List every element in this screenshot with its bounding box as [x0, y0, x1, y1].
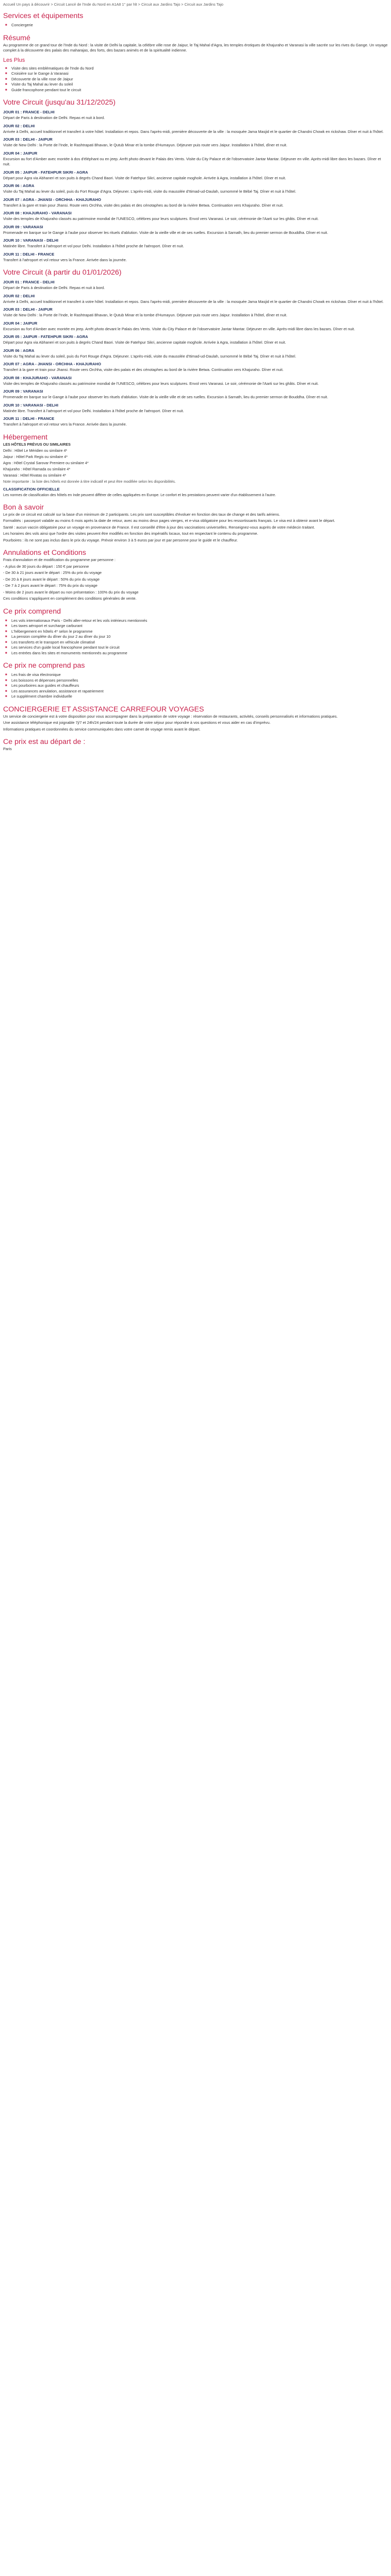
breadcrumb[interactable]: Accueil Un pays à découvrir > Circuit Lancé de l'Inde du Nord en A1A8 1° par hlt > Circuit aux Jardins Tajo > Circuit aux Jardins Tajo — [3, 2, 223, 7]
day-heading: JOUR 11 : DELHI - FRANCE — [3, 416, 55, 421]
day-heading: JOUR 06 : AGRA — [3, 348, 35, 353]
annulation-body — [3, 557, 388, 602]
prix-comprend-title: Ce prix comprend — [3, 607, 61, 616]
hebergement-line: Agra : Hôtel Crystal Sarovar Premiere ou similaire 4* — [3, 461, 89, 465]
day-text: Visite des temples de Khajuraho classés au patrimoine mondial de l'UNESCO, célèbres pour leurs sculptures. Envol vers Varanasi. Le soir, cérémonie de l'Aarti sur les ghâts. Dîner et nuit. — [3, 216, 319, 221]
day-text: Visite du Taj Mahal au lever du soleil, puis du Fort Rouge d'Agra. Déjeuner. L'après-midi, visite du mausolée d'Itimad-ud-Daulah, surnommé le Bébé Taj. Dîner et nuit à l'hôtel. — [3, 353, 297, 359]
services-item: ■ Conciergerie — [10, 23, 388, 28]
circuit-1-days — [3, 110, 388, 263]
conciergerie-paragraph: Informations pratiques et coordonnées du service communiquées dans votre carnet de voyage remis avant le départ. — [3, 726, 201, 732]
noprix-item: ■ Les boissons et dépenses personnelles — [10, 678, 388, 684]
day-text: Visite de New Delhi : la Porte de l'Inde, le Rashtrapati Bhavan, le Qutub Minar et la tombe d'Humayun. Déjeuner puis route vers Jaipur. Installation à l'hôtel, dîner et nuit. — [3, 313, 287, 317]
prix-item: ■ Les services d'un guide local francophone pendant tout le circuit — [10, 645, 388, 651]
annulation-paragraph: Frais d'annulation et de modification du programme par personne : — [3, 557, 116, 562]
day-text: Visite du Taj Mahal au lever du soleil, puis du Fort Rouge d'Agra. Déjeuner. L'après-midi, visite du mausolée d'Itimad-ud-Daulah, surnommé le Bébé Taj. Dîner et nuit à l'hôtel. — [3, 189, 297, 194]
bon-paragraph: Formalités : passeport valable au moins 6 mois après la date de retour, avec au moins deux pages vierges, et e-visa obligatoire pour les ressortissants français. Le visa est à obtenir avant le départ. — [3, 518, 335, 523]
day-heading: JOUR 11 : DELHI - FRANCE — [3, 251, 55, 257]
day-heading: JOUR 07 : AGRA - JHANSI - ORCHHA - KHAJURAHO — [3, 197, 101, 202]
day-heading: JOUR 08 : KHAJURAHO - VARANASI — [3, 375, 72, 380]
hebergement-line: Khajuraho : Hôtel Ramada ou similaire 4* — [3, 467, 71, 471]
day-heading: JOUR 09 : VARANASI — [3, 224, 43, 229]
day-heading: JOUR 04 : JAIPUR — [3, 150, 38, 156]
hebergement-line: Delhi : Hôtel Le Méridien ou similaire 4* — [3, 448, 68, 453]
inclus-item: ■ Guide francophone pendant tout le circuit — [10, 88, 388, 93]
day-heading: JOUR 02 : DELHI — [3, 293, 35, 298]
inclus-item: ■ Visite du Taj Mahal au lever du soleil — [10, 82, 388, 88]
day-heading: JOUR 10 : VARANASI - DELHI — [3, 238, 59, 243]
day-text: Excursion au fort d'Amber avec montée en jeep. Arrêt photo devant le Palais des Vents. Visite du City Palace et de l'observatoire Jantar Mantar. Déjeuner en ville. Après-midi libre dans les bazars. Dîner et nuit. — [3, 326, 355, 331]
bon-paragraph: Pourboires : ils ne sont pas inclus dans le prix du voyage. Prévoir environ 3 à 5 euros par jour et par personne pour le guide et le chauffeur. — [3, 537, 238, 543]
hebergement-list — [3, 442, 388, 484]
day-text: Transfert à l'aéroport et vol retour vers la France. Arrivée dans la journée. — [3, 257, 127, 262]
day-heading: JOUR 09 : VARANASI — [3, 389, 43, 394]
day-heading: JOUR 10 : VARANASI - DELHI — [3, 402, 59, 408]
bon-paragraph: Santé : aucun vaccin obligatoire pour un voyage en provenance de France. Il est conseillé d'être à jour des vaccinations universelles. Renseignez-vous auprès de votre médecin traitant. — [3, 524, 315, 530]
annulation-paragraph: - De 7 à 2 jours avant le départ : 75% du prix du voyage — [3, 583, 97, 588]
day-text: Matinée libre. Transfert à l'aéroport et vol pour Delhi. Installation à l'hôtel proche de l'aéroport. Dîner et nuit. — [3, 244, 184, 248]
day-heading: JOUR 05 : JAIPUR - FATEHPUR SIKRI - AGRA — [3, 334, 88, 339]
conciergerie-body — [3, 714, 388, 733]
conciergerie-title: CONCIERGERIE ET ASSISTANCE CARREFOUR VOYAGES — [3, 705, 204, 714]
day-text: Transfert à la gare et train pour Jhansi. Route vers Orchha, visite des palais et des cénotaphes au bord de la rivière Betwa. Continuation vers Khajuraho. Dîner et nuit. — [3, 367, 284, 372]
hebergement-title: Hébergement — [3, 433, 47, 442]
day-heading: JOUR 01 : FRANCE - DELHI — [3, 110, 55, 114]
services-list — [3, 23, 388, 28]
annulation-paragraph: - Moins de 2 jours avant le départ ou non présentation : 100% du prix du voyage — [3, 589, 139, 595]
day-heading: JOUR 08 : KHAJURAHO - VARANASI — [3, 211, 72, 215]
inclus-item: ■ Visite des sites emblématiques de l'Inde du Nord — [10, 66, 388, 72]
prix-item: ■ Les entrées dans les sites et monuments mentionnés au programme — [10, 651, 388, 656]
noprix-item: ■ Le supplément chambre individuelle — [10, 694, 388, 700]
services-title: Services et équipements — [3, 12, 84, 20]
hebergement-line: Jaipur : Hôtel Park Regis ou similaire 4* — [3, 454, 68, 459]
inclus-item: ■ Découverte de la ville rose de Jaipur — [10, 77, 388, 82]
day-heading: JOUR 05 : JAIPUR - FATEHPUR SIKRI - AGRA — [3, 170, 88, 175]
day-heading: JOUR 02 : DELHI — [3, 123, 35, 128]
classification-text: Les normes de classification des hôtels en Inde peuvent différer de celles appliquées en Europe. Le confort et les prestations peuvent varier d'un établissement à l'autre. — [3, 493, 276, 497]
day-text: Transfert à la gare et train pour Jhansi. Route vers Orchha, visite des palais et des cénotaphes au bord de la rivière Betwa. Continuation vers Khajuraho. Dîner et nuit. — [3, 202, 284, 208]
circuit-2-title: Votre Circuit (à partir du 01/01/2026) — [3, 268, 122, 277]
annulation-paragraph: Ces conditions s'appliquent en complément des conditions générales de vente. — [3, 596, 137, 601]
day-text: Visite des temples de Khajuraho classés au patrimoine mondial de l'UNESCO, célèbres pour leurs sculptures. Envol vers Varanasi. Le soir, cérémonie de l'Aarti sur les ghâts. Dîner et nuit. — [3, 381, 319, 386]
day-text: Excursion au fort d'Amber avec montée à dos d'éléphant ou en jeep. Arrêt photo devant le Palais des Vents. Visite du City Palace et de l'observatoire Jantar Mantar. Déjeuner en ville. Après-midi libre dans les bazars. Dîner et nuit. — [3, 156, 381, 166]
day-text: Promenade en barque sur le Gange à l'aube pour observer les rituels d'ablution. Visite de la vieille ville et de ses ruelles. Excursion à Sarnath, lieu du premier sermon de Bouddha. Dîner et nuit. — [3, 230, 329, 235]
depart-title: Ce prix est au départ de : — [3, 738, 86, 746]
bon-paragraph: Le prix de ce circuit est calculé sur la base d'un minimum de 2 participants. Les prix sont susceptibles d'évoluer en fonction des taux de change et des tarifs aériens. — [3, 512, 280, 517]
bon-a-savoir-body — [3, 512, 388, 544]
bon-a-savoir-title: Bon à savoir — [3, 503, 44, 512]
bon-paragraph: Les horaires des vols ainsi que l'ordre des visites peuvent être modifiés en fonction des impératifs locaux, tout en respectant le contenu du programme. — [3, 531, 258, 536]
annulation-paragraph: - De 20 à 8 jours avant le départ : 50% du prix du voyage — [3, 577, 100, 582]
day-heading: JOUR 04 : JAIPUR — [3, 320, 38, 326]
day-text: Départ de Paris à destination de Delhi. Repas et nuit à bord. — [3, 115, 105, 120]
hebergement-line: Varanasi : Hôtel Rivatas ou similaire 4* — [3, 473, 67, 478]
day-heading: JOUR 07 : AGRA - JHANSI - ORCHHA - KHAJURAHO — [3, 362, 101, 366]
day-text: Matinée libre. Transfert à l'aéroport et vol pour Delhi. Installation à l'hôtel proche de l'aéroport. Dîner et nuit. — [3, 408, 184, 413]
resume-text: Au programme de ce grand tour de l'Inde du Nord : la visite de Delhi la capitale, la célèbre ville rose de Jaipur, le Taj Mahal d'Agra, les temples érotiques de Khajuraho et Varanasi la ville sacrée sur les rives du Gange. Un voyage complet à la découverte des palais des maharajas, des forts, des bazars animés et de la spiritualité indienne. — [3, 42, 388, 53]
day-text: Départ pour Agra via Abhaneri et son puits à degrés Chand Baori. Visite de Fatehpur Sikri, ancienne capitale moghole. Arrivée à Agra, installation à l'hôtel. Dîner et nuit. — [3, 175, 286, 180]
day-text: Visite de New Delhi : la Porte de l'Inde, le Rashtrapati Bhavan, le Qutub Minar et la tombe d'Humayun. Déjeuner puis route vers Jaipur. Installation à l'hôtel, dîner et nuit. — [3, 143, 287, 147]
conciergerie-paragraph: Une assistance téléphonique est joignable 7j/7 et 24h/24 pendant toute la durée de votre séjour pour répondre à vos questions et vous aider en cas d'imprévu. — [3, 720, 271, 725]
prix-item: ■ Les vols internationaux Paris - Delhi aller-retour et les vols intérieurs mentionnés — [10, 618, 388, 624]
day-text: Départ de Paris à destination de Delhi. Repas et nuit à bord. — [3, 285, 105, 290]
prix-item: ■ Les taxes aéroport et surcharge carburant — [10, 623, 388, 629]
circuit-2-days — [3, 280, 388, 428]
prix-exclus-list — [3, 672, 388, 700]
prix-item: ■ L'hébergement en hôtels 4* selon le programme — [10, 629, 388, 635]
day-text: Arrivée à Delhi, accueil traditionnel et transfert à votre hôtel. Installation et repos. Dans l'après-midi, première découverte de la ville : la mosquée Jama Masjid et le quartier de Chandni Chowk en rickshaw. Dîner et nuit à l'hôtel. — [3, 129, 384, 134]
day-text: Transfert à l'aéroport et vol retour vers la France. Arrivée dans la journée. — [3, 422, 127, 427]
day-text: Départ pour Agra via Abhaneri et son puits à degrés Chand Baori. Visite de Fatehpur Sikri, ancienne capitale moghole. Arrivée à Agra, installation à l'hôtel. Dîner et nuit. — [3, 340, 286, 345]
depart-city: Paris — [3, 747, 12, 751]
day-heading: JOUR 01 : FRANCE - DELHI — [3, 280, 55, 284]
classification-title: CLASSIFICATION OFFICIELLE — [3, 486, 60, 492]
prix-comprend-list — [3, 618, 388, 656]
noprix-item: ■ Les frais de visa électronique — [10, 672, 388, 678]
annulation-title: Annulations et Conditions — [3, 549, 86, 557]
conciergerie-paragraph: Un service de conciergerie est à votre disposition pour vous accompagner dans la préparation de votre voyage : réservation de restaurants, activités, conseils personnalisés et informations pratiques. — [3, 714, 338, 719]
annulation-paragraph: - De 30 à 21 jours avant le départ : 25% du prix du voyage — [3, 570, 102, 575]
day-heading: JOUR 03 : DELHI - JAIPUR — [3, 307, 53, 312]
prix-item: ■ La pension complète du dîner du jour 2 au dîner du jour 10 — [10, 634, 388, 640]
day-heading: JOUR 03 : DELHI - JAIPUR — [3, 137, 53, 142]
day-text: Promenade en barque sur le Gange à l'aube pour observer les rituels d'ablution. Visite de la vieille ville et de ses ruelles. Excursion à Sarnath, lieu du premier sermon de Bouddha. Dîner et nuit. — [3, 395, 329, 399]
hebergement-line: LES HÔTELS PRÉVUS OU SIMILAIRES — [3, 442, 71, 447]
circuit-1-title: Votre Circuit (jusqu'au 31/12/2025) — [3, 98, 116, 107]
noprix-item: ■ Les pourboires aux guides et chauffeurs — [10, 683, 388, 689]
annulation-paragraph: - A plus de 30 jours du départ : 150 € par personne — [3, 564, 89, 569]
prix-exclus-title: Ce prix ne comprend pas — [3, 662, 85, 670]
hebergement-note: Note importante : la liste des hôtels est donnée à titre indicatif et peut être modifiée selon les disponibilités. — [3, 479, 176, 484]
inclus-item: ■ Croisière sur le Gange à Varanasi — [10, 71, 388, 77]
resume-title: Résumé — [3, 33, 30, 42]
day-heading: JOUR 06 : AGRA — [3, 183, 35, 188]
day-text: Arrivée à Delhi, accueil traditionnel et transfert à votre hôtel. Installation et repos. Dans l'après-midi, première découverte de la ville : la mosquée Jama Masjid et le quartier de Chandni Chowk en rickshaw. Dîner et nuit à l'hôtel. — [3, 299, 384, 304]
noprix-item: ■ Les assurances annulation, assistance et rapatriement — [10, 689, 388, 694]
prix-item: ■ Les transferts et le transport en véhicule climatisé — [10, 640, 388, 646]
inclus-title: Les Plus — [3, 57, 25, 63]
inclus-list — [3, 66, 388, 93]
